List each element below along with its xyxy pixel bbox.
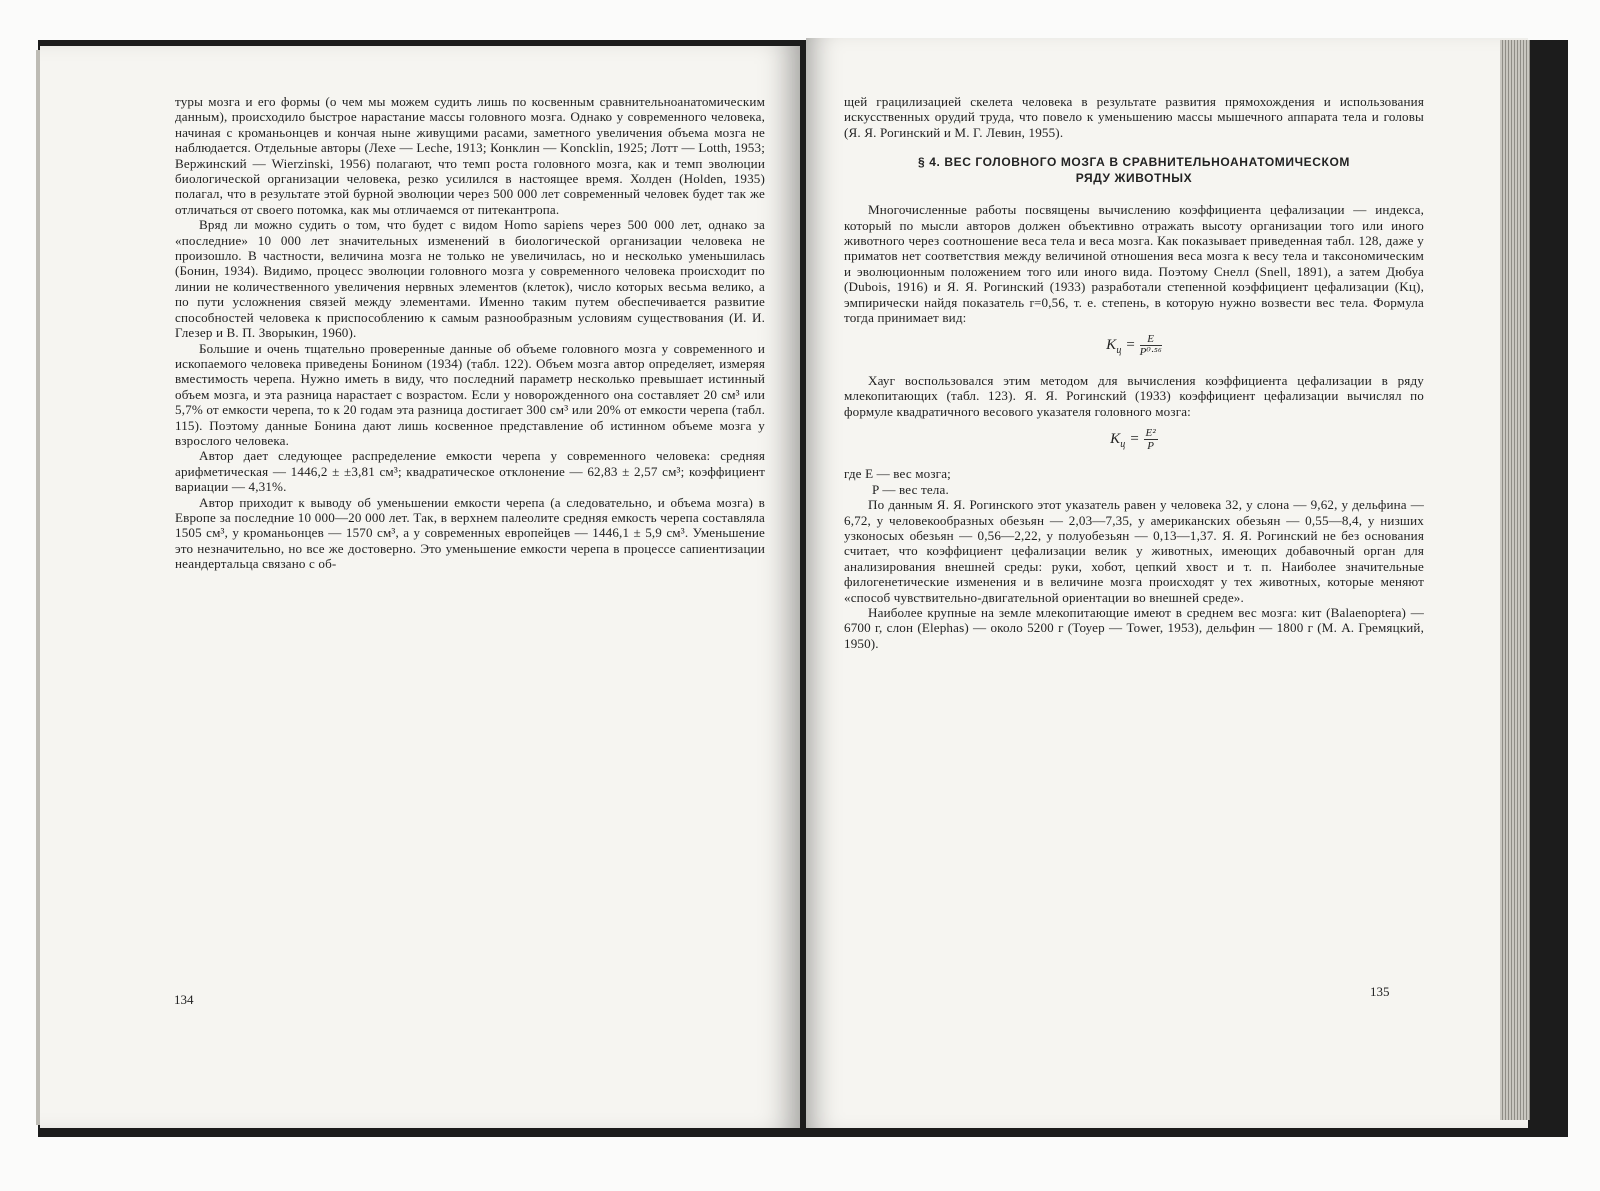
- formula-numerator: E²: [1145, 427, 1156, 440]
- paragraph: По данным Я. Я. Рогинского этот указатель равен у человека 32, у слона — 9,62, у дельфина — 6,72, у человекообразных обезьян — 2,03—7,35, у американских обезьян — 0,55—8,4, у низших узконосых обезьян — 0,56—2,22, у полуобезьян — 0,13—1,37. Я. Я. Рогинский не без основания считает, что коэффициент цефализации велик у животных, имеющих добавочный орган для анализирования внешней среды: руки, хобот, цепкий хвост и т. п. Наиболее значительные филогенетические изменения и в величине мозга происходят у тех животных, которые меняют «способ чувствительно-двигательной ориентации во внешней среде».: [844, 497, 1424, 605]
- formula-equals: =: [1125, 337, 1136, 354]
- formula-denominator: P: [1147, 440, 1155, 453]
- section-heading-line: § 4. ВЕС ГОЛОВНОГО МОЗГА В СРАВНИТЕЛЬНОАНАТОМИЧЕСКОМ: [918, 155, 1350, 170]
- right-page: [806, 38, 1528, 1128]
- legend-line: P — вес тела.: [872, 481, 949, 497]
- paragraph: Большие и очень тщательно проверенные данные об объеме головного мозга у современного и ископаемого человека приведены Бонином (1934) (табл. 122). Объем мозга автор определяет, измеряя вместимость черепа. Нужно иметь в виду, что последний параметр несколько превышает истинный объем мозга, и эта разница нарастает с возрастом. Если у новорожденного она составляет 20 см³ или 5,7% от емкости черепа, то к 20 годам эта разница достигает 300 см³ или 20% от емкости черепа (табл. 115). Поэтому данные Бонина дают лишь косвенное представление об истинном объеме мозга у взрослого человека.: [175, 340, 765, 448]
- paragraph: Многочисленные работы посвящены вычислению коэффициента цефализации — индекса, который по мысли авторов должен объективно отражать высоту организации того или иного животного через соотношение веса тела и веса мозга. Как показывает приведенная табл. 128, даже у приматов нет соответствия между величиной отношения веса мозга к весу тела и таксономическим и эволюционным положением того или иного вида. Поэтому Снелл (Snell, 1891), а затем Дюбуа (Dubois, 1916) и Я. Я. Рогинский (1933) разработали степенной коэффициент цефализации (Kц), эмпирически найдя показатель r=0,56, т. е. степень, в которую нужно возвести вес тела. Формула тогда принимает вид:: [844, 202, 1424, 326]
- formula-fraction: [1144, 427, 1158, 452]
- page-number: 134: [174, 992, 194, 1007]
- section-heading-line: РЯДУ ЖИВОТНЫХ: [1075, 171, 1193, 186]
- formula-subscript: ц: [1116, 345, 1122, 357]
- paragraph: Автор приходит к выводу об уменьшении емкости черепа (а следовательно, и объема мозга) в Европе за последние 10 000—20 000 лет. Так, в верхнем палеолите средняя емкость черепа составляла 1505 см³, у кроманьонцев — 1570 см³, а у современных европейцев — 1446,1 ± 5,9 см³. Уменьшение это незначительно, но все же достоверно. Это уменьшение емкости черепа в процессе сапиентизации неандертальца связано с об-: [175, 494, 765, 572]
- paragraph: щей грацилизацией скелета человека в результате развития прямохождения и использования искусственных орудий труда, что повело к уменьшению массы мышечного аппарата тела и головы (Я. Я. Рогинский и М. Г. Левин, 1955).: [844, 94, 1424, 140]
- paragraph: Автор дает следующее распределение емкости черепа у современного человека: средняя арифметическая — 1446,2 ± ±3,81 см³; квадратическое отклонение — 62,83 ± 2,57 см³; коэффициент вариации — 4,31%.: [175, 448, 765, 495]
- formula-legend: [844, 466, 1424, 497]
- left-page: [40, 46, 800, 1128]
- formula-subscript: ц: [1120, 438, 1126, 450]
- formula-numerator: E: [1140, 333, 1162, 346]
- paragraph: Хауг воспользовался этим методом для вычисления коэффициента цефализации в ряду млекопитающих (табл. 123). Я. Я. Рогинский (1933) коэффициент цефализации вычислял по формуле квадратичного весового указателя головного мозга:: [844, 372, 1424, 419]
- formula-symbol: K: [1110, 430, 1121, 447]
- paragraph: Вряд ли можно судить о том, что будет с видом Homo sapiens через 500 000 лет, однако за «последние» 10 000 лет значительных изменений в биологической организации человека не произошло. В частности, величина мозга не только не увеличилась, но и несколько уменьшилась (Бонин, 1934). Видимо, процесс эволюции головного мозга у современного человека происходит по линии не количественного увеличения нервных элементов (клеток), число которых весьма велико, а по пути усложнения связей между элементами. Именно таким путем обеспечивается развитие способностей человека к приспособлению к самым разнообразным условиям существования (И. И. Глезер и В. П. Зворыкин, 1960).: [175, 217, 765, 341]
- right-page-text: [844, 94, 1424, 651]
- formula-power: [844, 333, 1424, 358]
- left-page-text: [175, 94, 765, 572]
- formula-symbol: K: [1106, 337, 1117, 354]
- paragraph: Наиболее крупные на земле млекопитающие имеют в среднем вес мозга: кит (Balaenoptera) — 6700 г, слон (Elephas) — около 5200 г (Тоуер — Tower, 1953), дельфин — 1800 г (М. А. Гремяцкий, 1950).: [844, 605, 1424, 651]
- paragraph: туры мозга и его формы (о чем мы можем судить лишь по косвенным сравнительноанатомическим данным), происходило быстрое нарастание массы головного мозга. Однако у современного человека, начиная с кроманьонцев и кончая ныне живущими расами, заметного увеличения объема мозга не наблюдается. Отдельные авторы (Лехе — Leche, 1913; Конклин — Koncklin, 1925; Лотт — Lotth, 1953; Вержинский — Wierzinski, 1956) полагают, что темп роста головного мозга, как и темп эволюции биологической организации человека, резко усилился в настоящее время. Холден (Holden, 1935) полагал, что в результате этой бурной эволюции через 500 000 лет современный человек будет так же отличаться от своего потомка, как мы отличаемся от питекантропа.: [175, 94, 765, 217]
- formula-equals: =: [1129, 430, 1140, 447]
- formula-quadratic: [844, 427, 1424, 452]
- section-heading: [844, 154, 1424, 186]
- formula-fraction: [1140, 333, 1162, 358]
- page-number: 135: [1370, 984, 1390, 999]
- formula-denominator: P⁰·⁵⁶: [1139, 346, 1162, 359]
- page-block-edge: [1500, 40, 1530, 1120]
- legend-line: где E — вес мозга;: [844, 466, 951, 482]
